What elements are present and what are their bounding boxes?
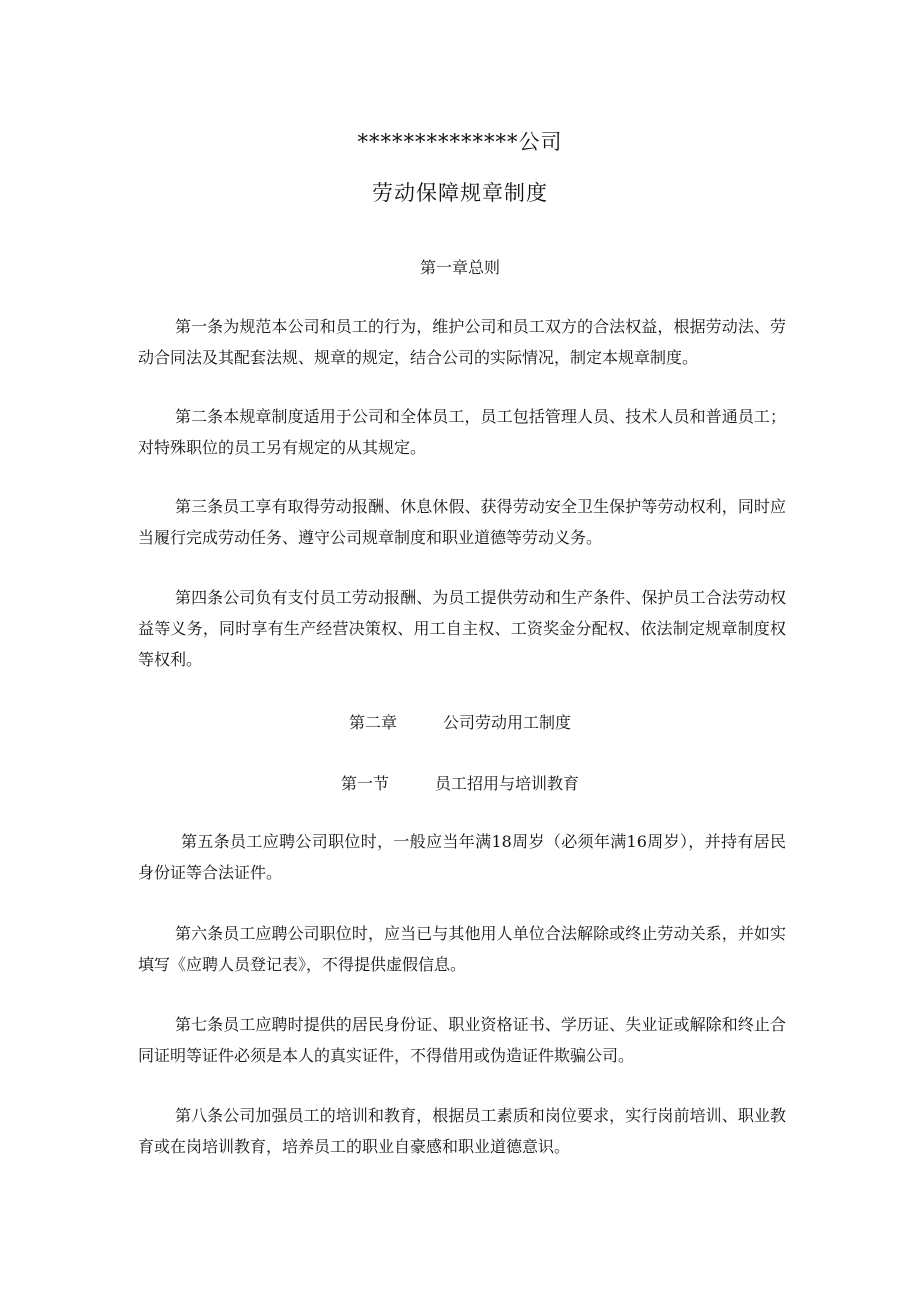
chapter-title: 公司劳动用工制度 — [443, 713, 572, 732]
section-heading — [0, 771, 920, 794]
chapter-heading — [0, 710, 920, 733]
article-paragraph: 第八条公司加强员工的培训和教育，根据员工素质和岗位要求，实行岗前培训、职业教育或在岗培训教育，培养员工的职业自豪感和职业道德意识。 — [138, 1106, 786, 1156]
chapter-heading: 第一章总则 — [419, 258, 500, 277]
article-paragraph: 第六条员工应聘公司职位时，应当已与其他用人单位合法解除或终止劳动关系，并如实填写《应聘人员登记表》，不得提供虚假信息。 — [138, 924, 786, 974]
section-label: 第一节 — [340, 774, 389, 793]
document-title: 劳动保障规章制度 — [372, 181, 548, 205]
chapter-label: 第二章 — [348, 713, 397, 732]
article-paragraph: 第三条员工享有取得劳动报酬、休息休假、获得劳动安全卫生保护等劳动权利，同时应当履行完成劳动任务、遵守公司规章制度和职业道德等劳动义务。 — [138, 497, 786, 547]
article-paragraph: 第七条员工应聘时提供的居民身份证、职业资格证书、学历证、失业证或解除和终止合同证明等证件必须是本人的真实证件，不得借用或伪造证件欺骗公司。 — [138, 1015, 786, 1065]
article-paragraph: 第五条员工应聘公司职位时，一般应当年满18周岁（必须年满16周岁），并持有居民身份证等合法证件。 — [138, 832, 786, 882]
article-paragraph: 第一条为规范本公司和员工的行为，维护公司和员工双方的合法权益，根据劳动法、劳动合同法及其配套法规、规章的规定，结合公司的实际情况，制定本规章制度。 — [138, 317, 786, 367]
section-title: 员工招用与培训教育 — [435, 774, 580, 793]
article-paragraph: 第二条本规章制度适用于公司和全体员工，员工包括管理人员、技术人员和普通员工；对特殊职位的员工另有规定的从其规定。 — [138, 407, 786, 457]
company-title: **************公司 — [357, 130, 563, 154]
article-paragraph: 第四条公司负有支付员工劳动报酬、为员工提供劳动和生产条件、保护员工合法劳动权益等义务，同时享有生产经营决策权、用工自主权、工资奖金分配权、依法制定规章制度权等权利。 — [138, 588, 786, 669]
